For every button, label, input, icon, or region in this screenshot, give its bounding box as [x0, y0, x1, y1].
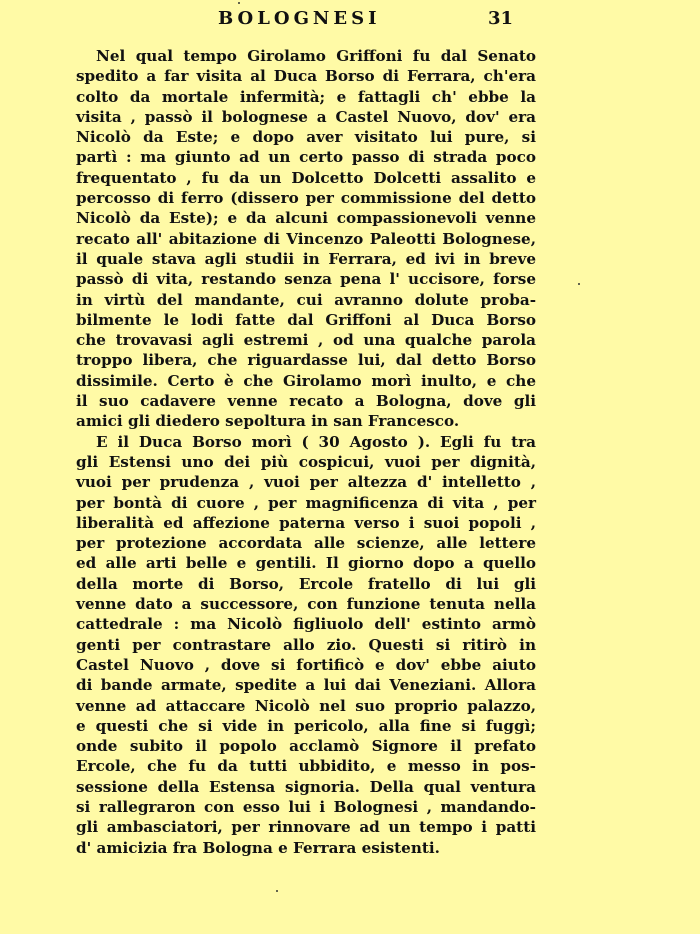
- text-line: passò di vita, restando senza pena l' uccisore, forse: [76, 270, 536, 289]
- running-title: BOLOGNESI: [218, 8, 381, 29]
- print-speck: [276, 890, 278, 892]
- text-line: genti per contrastare allo zio. Questi si ritirò in: [76, 635, 536, 654]
- text-line: gli ambasciatori, per rinnovare ad un tempo i patti: [76, 818, 536, 837]
- text-line: gli Estensi uno dei più cospicui, vuoi per dignità,: [76, 452, 536, 471]
- text-line: frequentato , fu da un Dolcetto Dolcetti assalito e: [76, 168, 536, 187]
- text-line: il suo cadavere venne recato a Bologna, dove gli: [76, 392, 536, 411]
- text-line: ed alle arti belle e gentili. Il giorno dopo a quello: [76, 554, 536, 573]
- print-speck: [238, 2, 240, 4]
- text-line: cattedrale : ma Nicolò figliuolo dell' estinto armò: [76, 615, 536, 634]
- text-line: sessione della Estensa signoria. Della qual ventura: [76, 777, 536, 796]
- text-line: percosso di ferro (dissero per commissione del detto: [76, 189, 536, 208]
- text-line: d' amicizia fra Bologna e Ferrara esistenti.: [76, 838, 440, 857]
- text-line: partì : ma giunto ad un certo passo di strada poco: [76, 148, 536, 167]
- page-number: 31: [488, 8, 514, 29]
- text-line: Nicolò da Este; e dopo aver visitato lui pure, si: [76, 128, 536, 147]
- text-line: bilmente le lodi fatte dal Griffoni al Duca Borso: [76, 310, 536, 329]
- text-line: visita , passò il bolognese a Castel Nuovo, dov' era: [76, 107, 536, 126]
- text-line: vuoi per prudenza , vuoi per altezza d' intelletto ,: [76, 473, 536, 492]
- text-line: dissimile. Certo è che Girolamo morì inulto, e che: [76, 371, 536, 390]
- text-line: Ercole, che fu da tutti ubbidito, e messo in pos-: [76, 757, 536, 776]
- text-line: recato all' abitazione di Vincenzo Paleotti Bolognese,: [76, 229, 536, 248]
- print-speck: [578, 283, 580, 285]
- text-line: liberalità ed affezione paterna verso i suoi popoli ,: [76, 513, 536, 532]
- text-line: si rallegraron con esso lui i Bolognesi , mandando-: [76, 797, 536, 816]
- text-line: il quale stava agli studii in Ferrara, ed ivi in breve: [76, 249, 536, 268]
- paragraph: [76, 46, 536, 432]
- text-line: della morte di Borso, Ercole fratello di lui gli: [76, 574, 536, 593]
- text-line: Nicolò da Este); e da alcuni compassionevoli venne: [76, 209, 536, 228]
- text-line: di bande armate, spedite a lui dai Veneziani. Allora: [76, 676, 536, 695]
- text-line: troppo libera, che riguardasse lui, dal detto Borso: [76, 351, 536, 370]
- text-line: che trovavasi agli estremi , od una qualche parola: [76, 331, 536, 350]
- text-line: amici gli diedero sepoltura in san Francesco.: [76, 412, 460, 431]
- text-line: Castel Nuovo , dove si fortificò e dov' ebbe aiuto: [76, 655, 536, 674]
- text-line: e questi che si vide in pericolo, alla fine si fuggì;: [76, 716, 536, 735]
- body-text: [76, 46, 536, 858]
- text-line: colto da mortale infermità; e fattagli ch' ebbe la: [76, 87, 536, 106]
- text-line: venne dato a successore, con funzione tenuta nella: [76, 595, 536, 614]
- text-line: per bontà di cuore , per magnificenza di vita , per: [76, 493, 536, 512]
- text-line: per protezione accordata alle scienze, alle lettere: [76, 534, 536, 553]
- text-line: Nel qual tempo Girolamo Griffoni fu dal Senato: [96, 47, 536, 65]
- text-line: spedito a far visita al Duca Borso di Ferrara, ch'era: [76, 67, 536, 86]
- text-line: venne ad attaccare Nicolò nel suo proprio palazzo,: [76, 696, 536, 715]
- paragraph: [76, 432, 536, 858]
- text-line: in virtù del mandante, cui avranno dolute proba-: [76, 290, 536, 309]
- text-line: E il Duca Borso morì ( 30 Agosto ). Egli fu tra: [96, 432, 536, 451]
- text-line: onde subito il popolo acclamò Signore il prefato: [76, 737, 536, 756]
